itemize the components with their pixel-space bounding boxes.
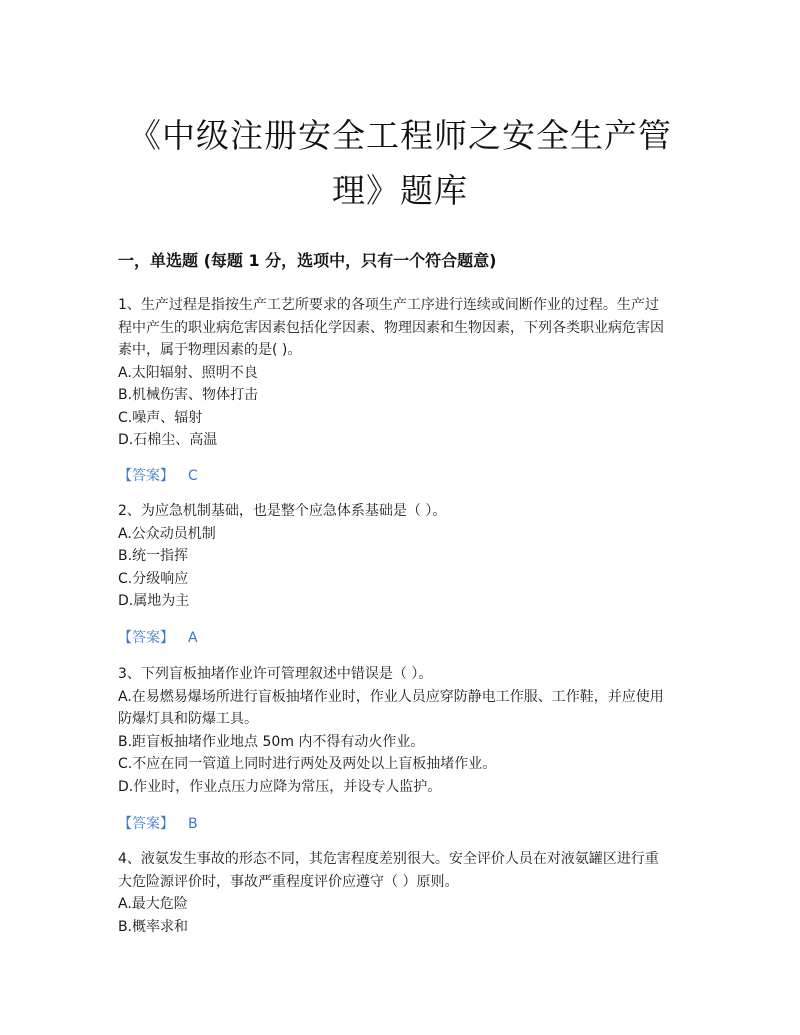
option-a: A.太阳辐射、照明不良 (118, 364, 258, 381)
question-stem-line: 大危险源评价时，事故严重程度评价应遵守（ ）原则。 (118, 873, 459, 890)
answer-value: B (188, 816, 198, 832)
answer-value: A (188, 630, 198, 646)
answer-label: 【答案】 (118, 816, 174, 832)
option-b: B.概率求和 (118, 918, 189, 935)
question-1 (118, 294, 688, 452)
option-a: A.公众动员机制 (118, 525, 216, 542)
section-heading: 一，单选题 (每题 1 分，选项中，只有一个符合题意) (118, 251, 497, 270)
title-line-1: 《中级注册安全工程师之安全生产管 (128, 116, 672, 155)
question-stem-line: 1、生产过程是指按生产工艺所要求的各项生产工序进行连续或间断作业的过程。生产过 (118, 297, 659, 313)
option-b: B.机械伤害、物体打击 (118, 387, 259, 403)
option-c: C.不应在同一管道上同时进行两处及两处以上盲板抽堵作业。 (118, 756, 497, 772)
option-a-continued: 防爆灯具和防爆工具。 (118, 711, 258, 727)
option-a: A.最大危险 (118, 896, 188, 912)
option-a: A.在易燃易爆场所进行盲板抽堵作业时，作业人员应穿防静电工作服、工作鞋，并应使用 (118, 688, 664, 705)
document-title (100, 108, 700, 218)
answer-label: 【答案】 (118, 630, 174, 646)
option-d: D.作业时，作业点压力应降为常压，并设专人监护。 (118, 778, 442, 795)
option-d: D.石棉尘、高温 (118, 432, 218, 448)
option-d: D.属地为主 (118, 593, 190, 609)
question-stem-line: 4、液氨发生事故的形态不同，其危害程度差别很大。安全评价人员在对液氨罐区进行重 (118, 851, 659, 867)
option-b: B.距盲板抽堵作业地点 50m 内不得有动火作业。 (118, 733, 425, 750)
question-3 (118, 663, 688, 798)
question-stem-line: 素中，属于物理因素的是( )。 (118, 342, 302, 358)
answer-3 (118, 813, 688, 835)
answer-label: 【答案】 (118, 468, 174, 484)
option-c: C.分级响应 (118, 570, 189, 587)
question-stem-line: 程中产生的职业病危害因素包括化学因素、物理因素和生物因素，下列各类职业病危害因 (118, 319, 664, 336)
question-2 (118, 500, 688, 613)
title-line-2: 理》题库 (332, 171, 468, 210)
option-b: B.统一指挥 (118, 548, 189, 564)
answer-2 (118, 627, 688, 649)
answer-value: C (188, 468, 198, 484)
question-4 (118, 848, 688, 938)
question-stem-line: 2、为应急机制基础，也是整个应急体系基础是（ ）。 (118, 503, 447, 519)
question-stem-line: 3、下列盲板抽堵作业许可管理叙述中错误是（ ）。 (118, 666, 433, 682)
option-c: C.噪声、辐射 (118, 409, 203, 426)
answer-1 (118, 465, 688, 487)
